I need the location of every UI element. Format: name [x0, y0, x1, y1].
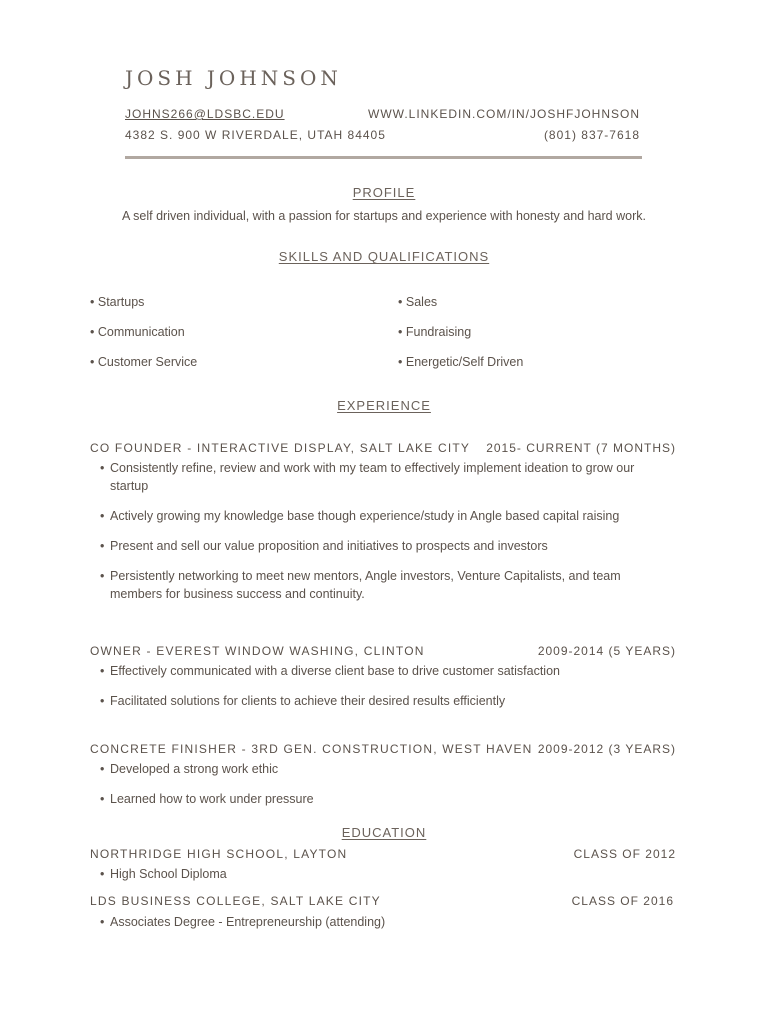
header-divider: [125, 156, 642, 159]
bullet-icon: •: [90, 355, 95, 369]
job-bullet: [100, 760, 670, 778]
job-bullet-text: Developed a strong work ethic: [110, 762, 279, 776]
skill-label: Sales: [405, 295, 438, 309]
job-title: CO FOUNDER - INTERACTIVE DISPLAY, SALT LAKE CITY: [90, 441, 471, 455]
job-bullet: [100, 459, 670, 495]
job-bullet-text: Effectively communicated with a diverse client base to drive customer satisfaction: [110, 664, 560, 678]
bullet-icon: •: [100, 509, 105, 523]
job-bullet-text: Present and sell our value proposition and initiatives to prospects and investors: [110, 539, 548, 553]
skill-label: Fundraising: [405, 325, 472, 339]
profile-heading-text: PROFILE: [352, 185, 416, 200]
skills-heading-text: SKILLS AND QUALIFICATIONS: [278, 249, 490, 264]
school-bullet: [100, 913, 670, 931]
bullet-icon: •: [100, 664, 105, 678]
skill-item: [398, 325, 471, 339]
skill-label: Customer Service: [97, 355, 198, 369]
bullet-icon: •: [100, 915, 105, 929]
bullet-icon: •: [100, 539, 105, 553]
school-dates: CLASS OF 2012: [573, 847, 676, 861]
job-dates: 2009-2012 (3 YEARS): [537, 742, 676, 756]
skill-item: [398, 355, 523, 369]
job-bullet-text: Facilitated solutions for clients to achieve their desired results efficiently: [110, 694, 506, 708]
school-name: NORTHRIDGE HIGH SCHOOL, LAYTON: [90, 847, 348, 861]
bullet-icon: •: [100, 569, 105, 583]
job-bullet: [100, 507, 670, 525]
job-bullet: [100, 790, 670, 808]
bullet-icon: •: [100, 867, 105, 881]
email-link[interactable]: JOHNS266@LDSBC.EDU: [125, 107, 285, 121]
skill-label: Energetic/Self Driven: [405, 355, 524, 369]
bullet-icon: •: [100, 762, 105, 776]
education-heading-text: EDUCATION: [341, 825, 427, 840]
experience-heading-text: EXPERIENCE: [337, 398, 431, 413]
linkedin-url[interactable]: WWW.LINKEDIN.COM/IN/JOSHFJOHNSON: [368, 107, 640, 121]
experience-heading: [0, 398, 768, 413]
resume-name: JOSH JOHNSON: [125, 66, 342, 90]
job-bullet-text: Persistently networking to meet new mentors, Angle investors, Venture Capitalists, and team members for business success and continuity.: [110, 569, 621, 601]
bullet-icon: •: [90, 325, 95, 339]
education-heading: [0, 825, 768, 840]
school-dates: CLASS OF 2016: [571, 894, 674, 908]
school-name: LDS BUSINESS COLLEGE, SALT LAKE CITY: [90, 894, 381, 908]
job-bullet: [100, 662, 670, 680]
job-bullet-text: Learned how to work under pressure: [110, 792, 314, 806]
bullet-icon: •: [398, 295, 403, 309]
skills-heading: [0, 249, 768, 264]
job-bullet: [100, 537, 670, 555]
skill-item: [90, 325, 185, 339]
skill-label: Communication: [97, 325, 185, 339]
skill-item: [90, 295, 144, 309]
school-bullet-text: High School Diploma: [110, 867, 227, 881]
job-bullet: [100, 567, 670, 603]
bullet-icon: •: [398, 325, 403, 339]
bullet-icon: •: [90, 295, 95, 309]
bullet-icon: •: [100, 694, 105, 708]
school-bullet-text: Associates Degree - Entrepreneurship (attending): [110, 915, 386, 929]
job-bullet-text: Consistently refine, review and work with my team to effectively implement ideation to grow our startup: [110, 461, 635, 493]
profile-text: A self driven individual, with a passion for startups and experience with honesty and hard work.: [122, 209, 646, 223]
job-bullet-text: Actively growing my knowledge base though experience/study in Angle based capital raising: [110, 509, 620, 523]
job-bullet: [100, 692, 670, 710]
job-title: CONCRETE FINISHER - 3RD GEN. CONSTRUCTION, WEST HAVEN: [90, 742, 533, 756]
job-dates: 2015- CURRENT (7 MONTHS): [486, 441, 676, 455]
job-title: OWNER - EVEREST WINDOW WASHING, CLINTON: [90, 644, 425, 658]
profile-heading: [0, 185, 768, 200]
bullet-icon: •: [100, 792, 105, 806]
skill-item: [90, 355, 197, 369]
address: 4382 S. 900 W RIVERDALE, UTAH 84405: [125, 128, 386, 142]
phone-number: (801) 837-7618: [543, 128, 640, 142]
job-dates: 2009-2014 (5 YEARS): [537, 644, 676, 658]
school-bullet: [100, 865, 670, 883]
skill-label: Startups: [97, 295, 145, 309]
bullet-icon: •: [100, 461, 105, 475]
skill-item: [398, 295, 437, 309]
bullet-icon: •: [398, 355, 403, 369]
